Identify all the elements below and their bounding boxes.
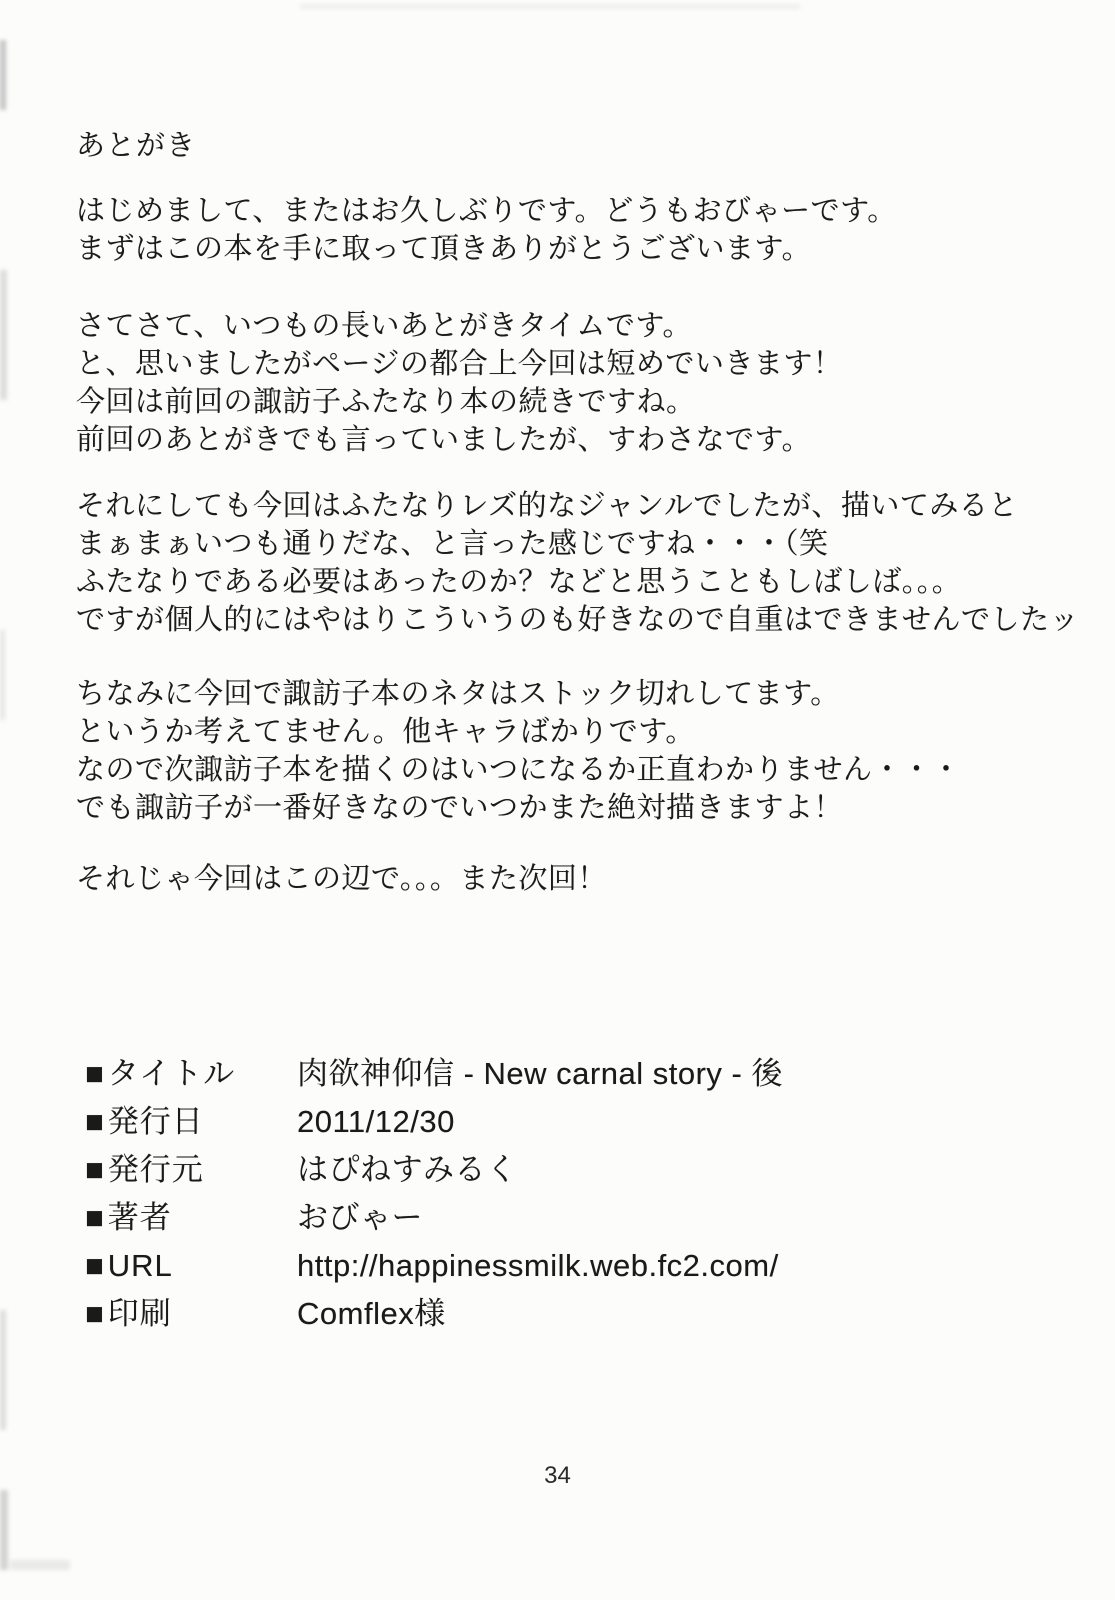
scan-artifact [0,630,5,720]
colophon-row-date [85,1098,783,1146]
text-line: 今回は前回の諏訪子ふたなり本の続きですね。 [76,386,696,418]
text-line: まずはこの本を手に取って頂きありがとうございます。 [76,233,812,265]
text-line: はじめまして、またはお久しぶりです。どうもおびゃーです。 [76,195,897,227]
text-line: というか考えてません。他キャラばかりです。 [76,716,695,748]
afterword-paragraph-closing [76,860,607,898]
afterword-paragraph-future [76,675,961,827]
bullet-square-icon: ■ [85,1200,105,1235]
colophon-value: 2011/12/30 [297,1104,455,1139]
bullet-square-icon: ■ [85,1152,105,1187]
scan-artifact [0,270,7,400]
colophon-row-printer [85,1290,783,1338]
text-line: でも諏訪子が一番好きなのでいつかまた絶対描きますよ！ [76,792,844,824]
text-line: ちなみに今回で諏訪子本のネタはストック切れしてます。 [76,678,840,710]
colophon-row-title [85,1050,783,1098]
page-number: 34 [544,1462,571,1489]
text-line: それじゃ今回はこの辺で。。。また次回！ [76,863,607,895]
colophon [85,1050,783,1338]
colophon-label-text: タイトル [107,1056,236,1091]
afterword-paragraph-genre [76,487,1079,639]
text-line: それにしても今回はふたなりレズ的なジャンルでしたが、描いてみると [76,490,1018,522]
colophon-label [85,1194,297,1242]
colophon-label-text: 印刷 [107,1296,172,1331]
colophon-row-url [85,1242,783,1290]
colophon-label-text: 発行日 [107,1104,204,1139]
scan-artifact [10,1560,70,1570]
text-line: ですが個人的にはやはりこういうのも好きなので自重はできませんでしたッ [76,604,1080,636]
colophon-url-value: http://happinessmilk.web.fc2.com/ [297,1248,779,1283]
colophon-value: はぴねすみるく [297,1152,518,1187]
scan-artifact [0,40,6,110]
afterword-paragraph-intro [76,307,842,459]
colophon-label [85,1050,297,1098]
scan-artifact [300,4,800,9]
scan-artifact [0,1310,6,1430]
colophon-label [85,1290,297,1338]
colophon-label [85,1098,297,1146]
text-line: なので次諏訪子本を描くのはいつになるか正直わかりません・・・ [76,754,962,786]
scan-artifact [0,1490,8,1570]
text-line: と、思いましたがページの都合上今回は短めでいきます！ [76,348,843,380]
colophon-value: おびゃー [297,1200,423,1235]
bullet-square-icon: ■ [85,1056,105,1091]
text-line: ふたなりである必要はあったのか？などと思うこともしばしば。。。 [76,566,962,598]
bullet-square-icon: ■ [85,1104,105,1139]
colophon-label-text: 著者 [107,1200,172,1235]
bullet-square-icon: ■ [85,1296,105,1331]
colophon-value: Comflex様 [297,1296,446,1331]
colophon-label-text: 発行元 [107,1152,204,1187]
colophon-row-author [85,1194,783,1242]
colophon-value: 肉欲神仰信 - New carnal story - 後 [297,1056,783,1091]
text-line: 前回のあとがきでも言っていましたが、すわさなです。 [76,424,812,456]
colophon-row-publisher [85,1146,783,1194]
afterword-heading: あとがき [76,130,197,162]
colophon-label [85,1242,297,1290]
text-line: さてさて、いつもの長いあとがきタイムです。 [76,310,693,342]
afterword-paragraph-greeting [76,192,897,268]
text-line: まぁまぁいつも通りだな、と言った感じですね・・・（笑 [76,528,829,560]
bullet-square-icon: ■ [85,1248,105,1283]
colophon-label [85,1146,297,1194]
colophon-label-text: URL [107,1248,173,1283]
